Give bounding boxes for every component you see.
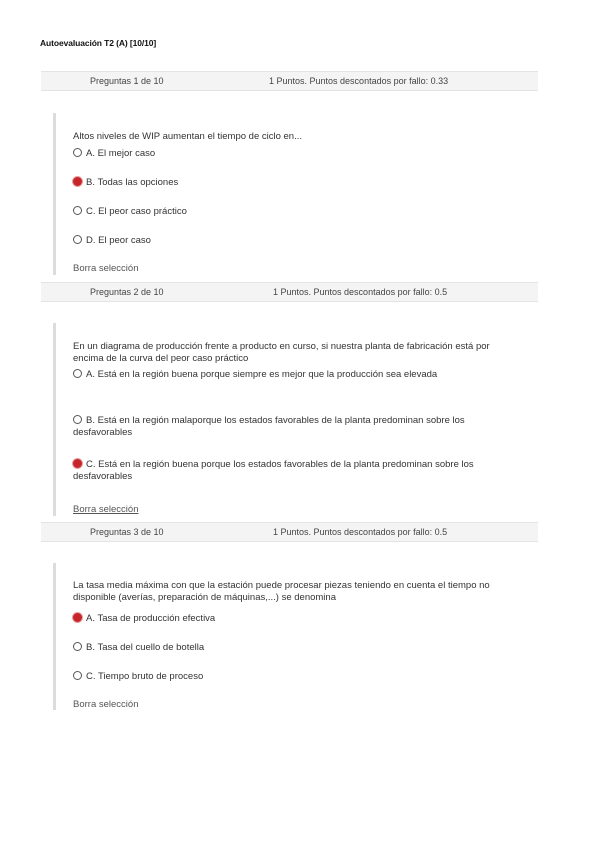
option-label: C. Tiempo bruto de proceso: [86, 671, 204, 682]
clear-selection-link[interactable]: Borra selección: [73, 699, 139, 710]
option-c[interactable]: [73, 459, 513, 483]
question-header-1: [41, 71, 538, 91]
option-label: A. Tasa de producción efectiva: [86, 613, 216, 624]
question-points: 1 Puntos. Puntos descontados por fallo: 0.33: [269, 76, 449, 86]
option-label: B. Tasa del cuello de botella: [86, 642, 205, 653]
radio-unchecked-icon[interactable]: [73, 369, 82, 378]
option-label: C. Está en la región buena porque los estados favorables de la planta predominan sobre los desfavorables: [73, 459, 474, 482]
question-text: Altos niveles de WIP aumentan el tiempo de ciclo en...: [73, 131, 303, 142]
option-label: D. El peor caso: [86, 235, 151, 246]
question-points: 1 Puntos. Puntos descontados por fallo: 0.5: [273, 527, 448, 537]
option-a[interactable]: [73, 148, 513, 160]
option-c[interactable]: [73, 206, 513, 218]
option-a[interactable]: [73, 613, 513, 625]
option-c[interactable]: [73, 671, 513, 683]
clear-selection-link[interactable]: Borra selección: [73, 504, 139, 515]
option-label: A. El mejor caso: [86, 148, 156, 159]
option-b[interactable]: [73, 415, 513, 439]
question-body-3: [53, 563, 526, 710]
option-label: A. Está en la región buena porque siempre es mejor que la producción sea elevada: [86, 369, 438, 380]
radio-unchecked-icon[interactable]: [73, 415, 82, 424]
question-body-2: [53, 323, 526, 516]
option-label: B. Todas las opciones: [86, 177, 179, 188]
question-body-1: [53, 113, 526, 275]
question-number: Preguntas 3 de 10: [90, 527, 164, 537]
radio-unchecked-icon[interactable]: [73, 235, 82, 244]
option-b[interactable]: [73, 642, 513, 654]
question-points: 1 Puntos. Puntos descontados por fallo: 0.5: [273, 287, 448, 297]
question-text: En un diagrama de producción frente a producto en curso, si nuestra planta de fabricación está por encima de la curva del peor caso práctico: [73, 341, 490, 364]
question-header-2: [41, 282, 538, 302]
option-d[interactable]: [73, 235, 513, 247]
question-number: Preguntas 2 de 10: [90, 287, 164, 297]
clear-selection-link[interactable]: Borra selección: [73, 263, 139, 274]
question-header-3: [41, 522, 538, 542]
radio-unchecked-icon[interactable]: [73, 642, 82, 651]
question-number: Preguntas 1 de 10: [90, 76, 164, 86]
radio-checked-icon[interactable]: [73, 459, 82, 468]
radio-unchecked-icon[interactable]: [73, 206, 82, 215]
option-label: B. Está en la región malaporque los estados favorables de la planta predominan sobre los desfavorables: [73, 415, 465, 438]
option-label: C. El peor caso práctico: [86, 206, 187, 217]
page-title: Autoevaluación T2 (A) [10/10]: [40, 38, 157, 48]
radio-checked-icon[interactable]: [73, 177, 82, 186]
radio-unchecked-icon[interactable]: [73, 148, 82, 157]
option-a[interactable]: [73, 369, 513, 381]
question-text: La tasa media máxima con que la estación puede procesar piezas teniendo en cuenta el tiempo no disponible (averías, preparación de máquinas,...) se denomina: [73, 580, 490, 603]
option-b[interactable]: [73, 177, 513, 189]
radio-unchecked-icon[interactable]: [73, 671, 82, 680]
radio-checked-icon[interactable]: [73, 613, 82, 622]
